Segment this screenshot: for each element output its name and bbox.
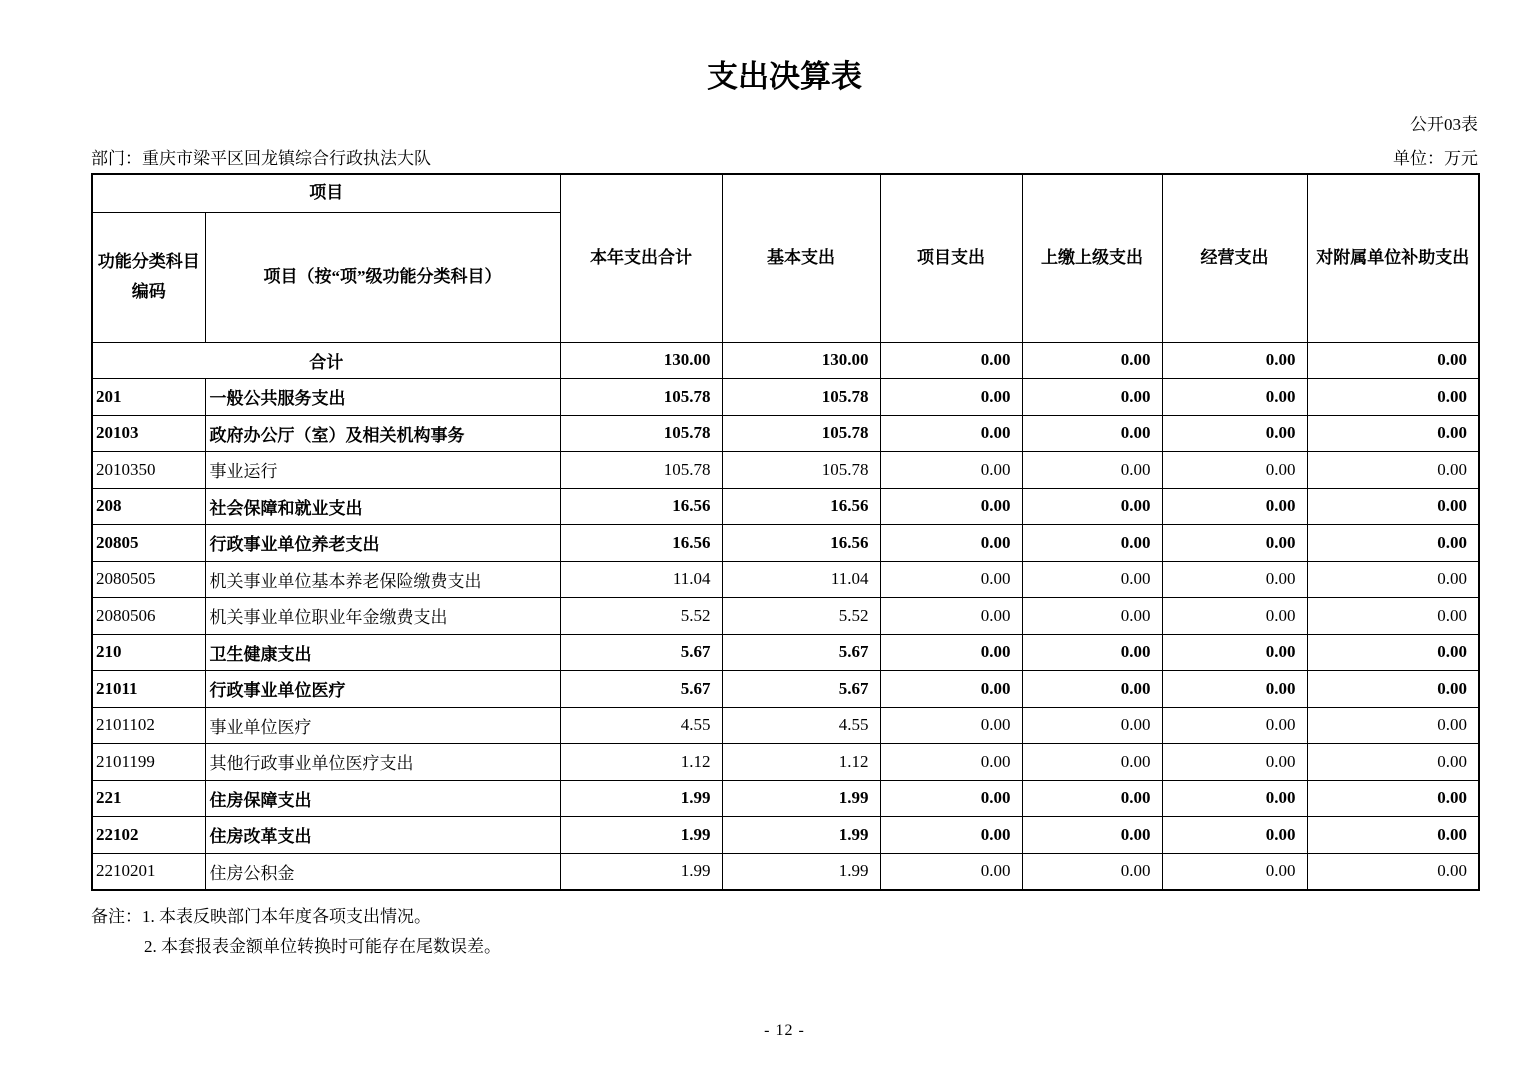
row-value: 0.00 <box>1307 561 1479 598</box>
row-name: 其他行政事业单位医疗支出 <box>205 744 560 781</box>
header-code-col: 功能分类科目编码 <box>92 212 205 342</box>
row-value: 0.00 <box>1307 671 1479 708</box>
row-code: 201 <box>92 379 205 416</box>
row-value: 0.00 <box>1162 525 1307 562</box>
row-value: 105.78 <box>722 379 880 416</box>
row-value: 0.00 <box>880 379 1022 416</box>
row-value: 0.00 <box>1162 853 1307 890</box>
row-value: 0.00 <box>880 634 1022 671</box>
table-row <box>92 817 1479 854</box>
row-value: 0.00 <box>880 488 1022 525</box>
table-row <box>92 415 1479 452</box>
row-value: 105.78 <box>722 415 880 452</box>
row-value: 0.00 <box>880 452 1022 489</box>
row-value: 16.56 <box>722 525 880 562</box>
row-value: 0.00 <box>880 561 1022 598</box>
row-value: 0.00 <box>1022 744 1162 781</box>
row-value: 0.00 <box>1022 488 1162 525</box>
table-code-label: 公开03表 <box>1410 115 1478 135</box>
row-value: 16.56 <box>722 488 880 525</box>
row-value: 0.00 <box>1307 817 1479 854</box>
row-value: 0.00 <box>1162 452 1307 489</box>
row-value: 0.00 <box>1307 415 1479 452</box>
header-name-col: 项目（按“项”级功能分类科目） <box>205 212 560 342</box>
row-value: 0.00 <box>1162 744 1307 781</box>
row-value: 0.00 <box>1307 598 1479 635</box>
row-code: 21011 <box>92 671 205 708</box>
row-value: 4.55 <box>560 707 722 744</box>
table-row <box>92 525 1479 562</box>
row-name: 一般公共服务支出 <box>205 379 560 416</box>
row-value: 5.52 <box>560 598 722 635</box>
row-name: 社会保障和就业支出 <box>205 488 560 525</box>
page-number: - 12 - <box>764 1022 805 1039</box>
row-value: 0.00 <box>1022 525 1162 562</box>
header-col-operating: 经营支出 <box>1162 174 1307 342</box>
header-col-subsidy: 对附属单位补助支出 <box>1307 174 1479 342</box>
row-value: 0.00 <box>1307 342 1479 379</box>
row-value: 0.00 <box>1162 415 1307 452</box>
row-value: 0.00 <box>1022 598 1162 635</box>
row-value: 0.00 <box>1162 671 1307 708</box>
header-col-upper: 上缴上级支出 <box>1022 174 1162 342</box>
row-value: 0.00 <box>1162 379 1307 416</box>
row-value: 0.00 <box>1022 707 1162 744</box>
department-label: 部门：重庆市梁平区回龙镇综合行政执法大队 <box>91 149 431 169</box>
row-value: 0.00 <box>1162 707 1307 744</box>
table-row <box>92 707 1479 744</box>
table-row <box>92 561 1479 598</box>
row-value: 0.00 <box>1307 525 1479 562</box>
row-value: 0.00 <box>880 598 1022 635</box>
row-name: 行政事业单位医疗 <box>205 671 560 708</box>
row-value: 0.00 <box>1022 671 1162 708</box>
table-row <box>92 488 1479 525</box>
row-value: 0.00 <box>1162 598 1307 635</box>
row-value: 0.00 <box>1162 342 1307 379</box>
row-value: 0.00 <box>880 671 1022 708</box>
row-value: 0.00 <box>880 342 1022 379</box>
row-value: 5.67 <box>560 634 722 671</box>
row-code: 210 <box>92 634 205 671</box>
row-value: 1.12 <box>722 744 880 781</box>
total-label: 合计 <box>92 342 560 379</box>
row-name: 住房保障支出 <box>205 780 560 817</box>
document-content <box>91 0 1478 962</box>
row-value: 16.56 <box>560 488 722 525</box>
table-row <box>92 671 1479 708</box>
row-name: 政府办公厅（室）及相关机构事务 <box>205 415 560 452</box>
table-row <box>92 853 1479 890</box>
row-value: 0.00 <box>1307 780 1479 817</box>
table-body <box>92 342 1479 890</box>
row-value: 0.00 <box>1162 634 1307 671</box>
row-value: 0.00 <box>1307 488 1479 525</box>
row-code: 2210201 <box>92 853 205 890</box>
row-value: 0.00 <box>1162 817 1307 854</box>
row-value: 130.00 <box>722 342 880 379</box>
row-value: 0.00 <box>1307 634 1479 671</box>
table-header <box>92 174 1479 342</box>
row-value: 0.00 <box>1022 780 1162 817</box>
expenditure-table <box>91 173 1480 891</box>
row-name: 事业运行 <box>205 452 560 489</box>
table-row <box>92 780 1479 817</box>
row-value: 1.99 <box>560 853 722 890</box>
unit-label: 单位：万元 <box>1393 149 1478 169</box>
row-value: 0.00 <box>1307 744 1479 781</box>
row-value: 0.00 <box>880 780 1022 817</box>
row-code: 22102 <box>92 817 205 854</box>
row-name: 行政事业单位养老支出 <box>205 525 560 562</box>
row-value: 5.67 <box>722 634 880 671</box>
meta-row <box>91 148 1478 169</box>
row-value: 0.00 <box>880 744 1022 781</box>
row-value: 0.00 <box>880 525 1022 562</box>
header-row-top <box>92 174 1479 212</box>
row-code: 221 <box>92 780 205 817</box>
row-code: 20103 <box>92 415 205 452</box>
header-col-total: 本年支出合计 <box>560 174 722 342</box>
row-value: 130.00 <box>560 342 722 379</box>
row-value: 0.00 <box>1307 379 1479 416</box>
row-value: 1.99 <box>560 780 722 817</box>
row-value: 0.00 <box>1307 707 1479 744</box>
row-value: 105.78 <box>560 379 722 416</box>
row-value: 5.67 <box>560 671 722 708</box>
row-code: 20805 <box>92 525 205 562</box>
header-col-basic: 基本支出 <box>722 174 880 342</box>
row-value: 1.99 <box>722 817 880 854</box>
row-value: 0.00 <box>880 707 1022 744</box>
table-row <box>92 598 1479 635</box>
page-title: 支出决算表 <box>707 59 862 94</box>
row-value: 0.00 <box>880 415 1022 452</box>
row-name: 住房改革支出 <box>205 817 560 854</box>
row-value: 1.99 <box>722 853 880 890</box>
row-value: 0.00 <box>1022 561 1162 598</box>
row-value: 4.55 <box>722 707 880 744</box>
row-name: 事业单位医疗 <box>205 707 560 744</box>
table-row <box>92 379 1479 416</box>
row-value: 16.56 <box>560 525 722 562</box>
table-row <box>92 744 1479 781</box>
row-value: 11.04 <box>722 561 880 598</box>
row-code: 2010350 <box>92 452 205 489</box>
row-value: 0.00 <box>1022 853 1162 890</box>
row-code: 2101199 <box>92 744 205 781</box>
row-value: 0.00 <box>1022 379 1162 416</box>
note-line-1: 备注：1. 本表反映部门本年度各项支出情况。 <box>91 906 431 926</box>
row-name: 卫生健康支出 <box>205 634 560 671</box>
row-value: 0.00 <box>1022 634 1162 671</box>
row-value: 0.00 <box>880 817 1022 854</box>
row-value: 105.78 <box>722 452 880 489</box>
notes <box>91 902 1478 962</box>
row-name: 机关事业单位职业年金缴费支出 <box>205 598 560 635</box>
table-row <box>92 634 1479 671</box>
total-row <box>92 342 1479 379</box>
row-name: 住房公积金 <box>205 853 560 890</box>
row-value: 0.00 <box>1162 780 1307 817</box>
row-value: 0.00 <box>1022 452 1162 489</box>
row-value: 0.00 <box>1307 853 1479 890</box>
row-value: 11.04 <box>560 561 722 598</box>
row-value: 1.12 <box>560 744 722 781</box>
row-value: 1.99 <box>560 817 722 854</box>
row-value: 0.00 <box>1022 415 1162 452</box>
row-value: 105.78 <box>560 452 722 489</box>
row-value: 0.00 <box>880 853 1022 890</box>
row-code: 2080506 <box>92 598 205 635</box>
row-value: 1.99 <box>722 780 880 817</box>
row-value: 0.00 <box>1162 488 1307 525</box>
row-value: 0.00 <box>1022 817 1162 854</box>
row-value: 5.67 <box>722 671 880 708</box>
row-value: 5.52 <box>722 598 880 635</box>
header-project-group: 项目 <box>92 174 560 212</box>
row-value: 0.00 <box>1162 561 1307 598</box>
table-row <box>92 452 1479 489</box>
row-code: 208 <box>92 488 205 525</box>
row-name: 机关事业单位基本养老保险缴费支出 <box>205 561 560 598</box>
row-code: 2080505 <box>92 561 205 598</box>
row-code: 2101102 <box>92 707 205 744</box>
row-value: 105.78 <box>560 415 722 452</box>
note-line-2: 2. 本套报表金额单位转换时可能存在尾数误差。 <box>144 936 501 956</box>
row-value: 0.00 <box>1022 342 1162 379</box>
header-col-project: 项目支出 <box>880 174 1022 342</box>
row-value: 0.00 <box>1307 452 1479 489</box>
